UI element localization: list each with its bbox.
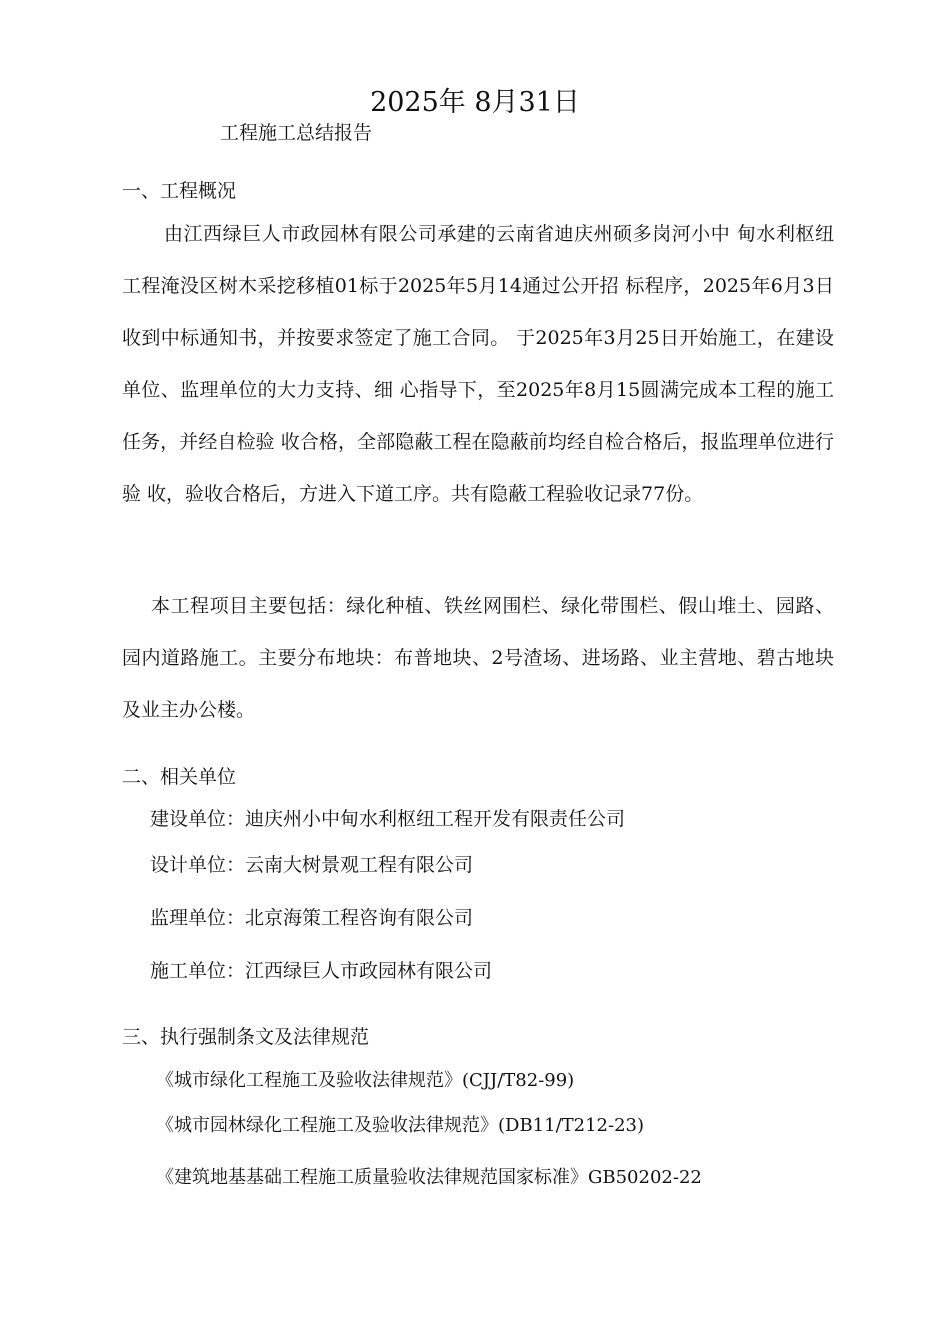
section-3-heading: 三、执行强制条文及法律规范 <box>122 1026 370 1048</box>
section-1-paragraph-2: 本工程项目主要包括：绿化种植、铁丝网围栏、绿化带围栏、假山堆土、园路、园内道路施工。主要分布地块：布普地块、2号渣场、进场路、业主营地、碧古地块及业主办公楼。 <box>122 595 834 721</box>
regulation-item: 《城市绿化工程施工及验收法律规范》(CJJ/T82-99) <box>156 1070 575 1091</box>
section-1-paragraph-1: 由江西绿巨人市政园林有限公司承建的云南省迪庆州硕多岗河小中 甸水利枢纽工程淹没区树木采挖移植01标于2025年5月14通过公开招 标程序，2025年6月3日收到中标通知书，并按要求签定了施工合同。 于2025年3月25日开始施工，在建设单位、监理单位的大力支持、细 心指导下，至2025年8月15圆满完成本工程的施工任务，并经自检验 收合格，全部隐蔽工程在隐蔽前均经自检合格后，报监理单位进行验 收，验收合格后，方进入下道工序。共有隐蔽工程验收记录77份。 <box>122 223 834 505</box>
report-title: 工程施工总结报告 <box>220 122 373 144</box>
unit-contractor: 施工单位：江西绿巨人市政园林有限公司 <box>150 960 493 982</box>
report-date: 2025年 8月31日 <box>370 87 580 118</box>
unit-construction: 建设单位：迪庆州小中甸水利枢纽工程开发有限责任公司 <box>150 808 626 830</box>
unit-design: 设计单位：云南大树景观工程有限公司 <box>150 854 474 876</box>
regulation-item: 《建筑地基基础工程施工质量验收法律规范国家标准》GB50202-22 <box>156 1167 702 1188</box>
section-1-heading: 一、工程概况 <box>122 180 237 202</box>
section-2-heading: 二、相关单位 <box>122 766 237 788</box>
unit-supervision: 监理单位：北京海策工程咨询有限公司 <box>150 907 474 929</box>
regulation-item: 《城市园林绿化工程施工及验收法律规范》(DB11/T212-23) <box>156 1115 645 1136</box>
